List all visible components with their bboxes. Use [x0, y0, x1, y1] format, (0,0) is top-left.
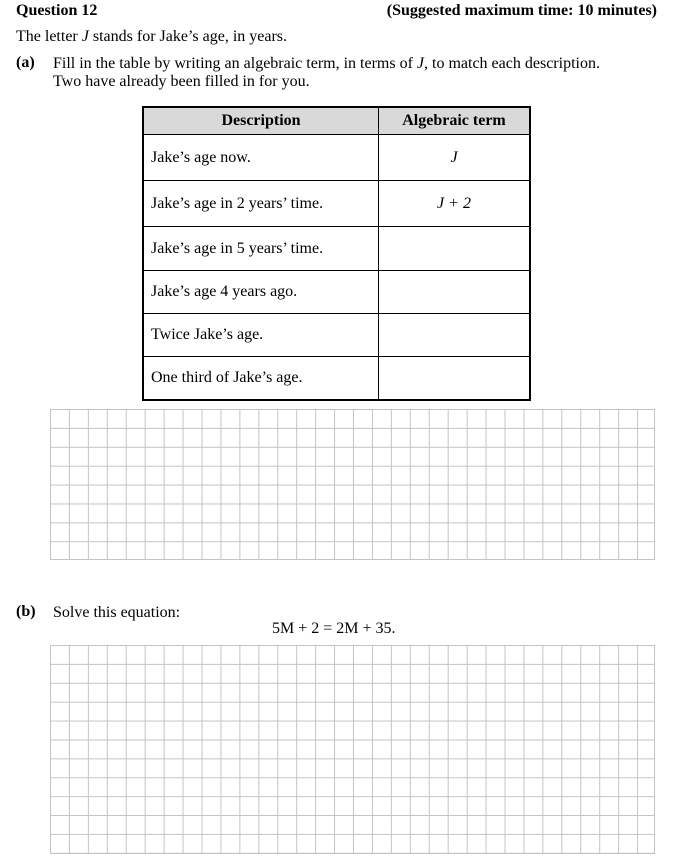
row-term-cell[interactable]	[379, 227, 531, 271]
intro-text-start: The letter	[16, 28, 82, 45]
part-b-label: (b)	[16, 603, 36, 620]
row-term-cell[interactable]	[379, 357, 531, 400]
intro-text-end: stands for Jake’s age, in years.	[88, 28, 288, 45]
working-grid-a[interactable]	[50, 409, 655, 560]
header-description: Description	[143, 107, 379, 135]
intro-variable: J	[81, 28, 89, 45]
part-b-instruction: Solve this equation:	[53, 604, 181, 621]
question-intro	[16, 28, 287, 46]
table-row	[143, 271, 530, 314]
row-term-cell[interactable]: J	[379, 135, 531, 181]
part-a-line-2: Two have already been filled in for you.	[53, 73, 310, 90]
row-description: Jake’s age now.	[143, 135, 379, 181]
table-header-row	[143, 107, 530, 135]
row-term-cell[interactable]	[379, 314, 531, 357]
header-algebraic-term: Algebraic term	[379, 107, 531, 135]
suggested-time: (Suggested maximum time: 10 minutes)	[386, 2, 657, 19]
row-description: One third of Jake’s age.	[143, 357, 379, 400]
table-row	[143, 314, 530, 357]
table-row	[143, 135, 530, 181]
part-a-label: (a)	[16, 54, 35, 71]
table-row	[143, 181, 530, 227]
row-description: Jake’s age in 2 years’ time.	[143, 181, 379, 227]
table-row	[143, 357, 530, 400]
question-title: Question 12	[16, 2, 98, 19]
row-description: Jake’s age 4 years ago.	[143, 271, 379, 314]
working-grid-b[interactable]	[50, 645, 655, 854]
part-a-instructions	[53, 55, 600, 91]
row-description: Jake’s age in 5 years’ time.	[143, 227, 379, 271]
equation: 5M + 2 = 2M + 35.	[272, 620, 396, 637]
table-row	[143, 227, 530, 271]
row-term-cell[interactable]: J + 2	[379, 181, 531, 227]
part-a-line-1: Fill in the table by writing an algebraic term, in terms of J, to match each description.	[53, 55, 600, 72]
answer-table	[142, 106, 531, 401]
row-description: Twice Jake’s age.	[143, 314, 379, 357]
row-term-cell[interactable]	[379, 271, 531, 314]
